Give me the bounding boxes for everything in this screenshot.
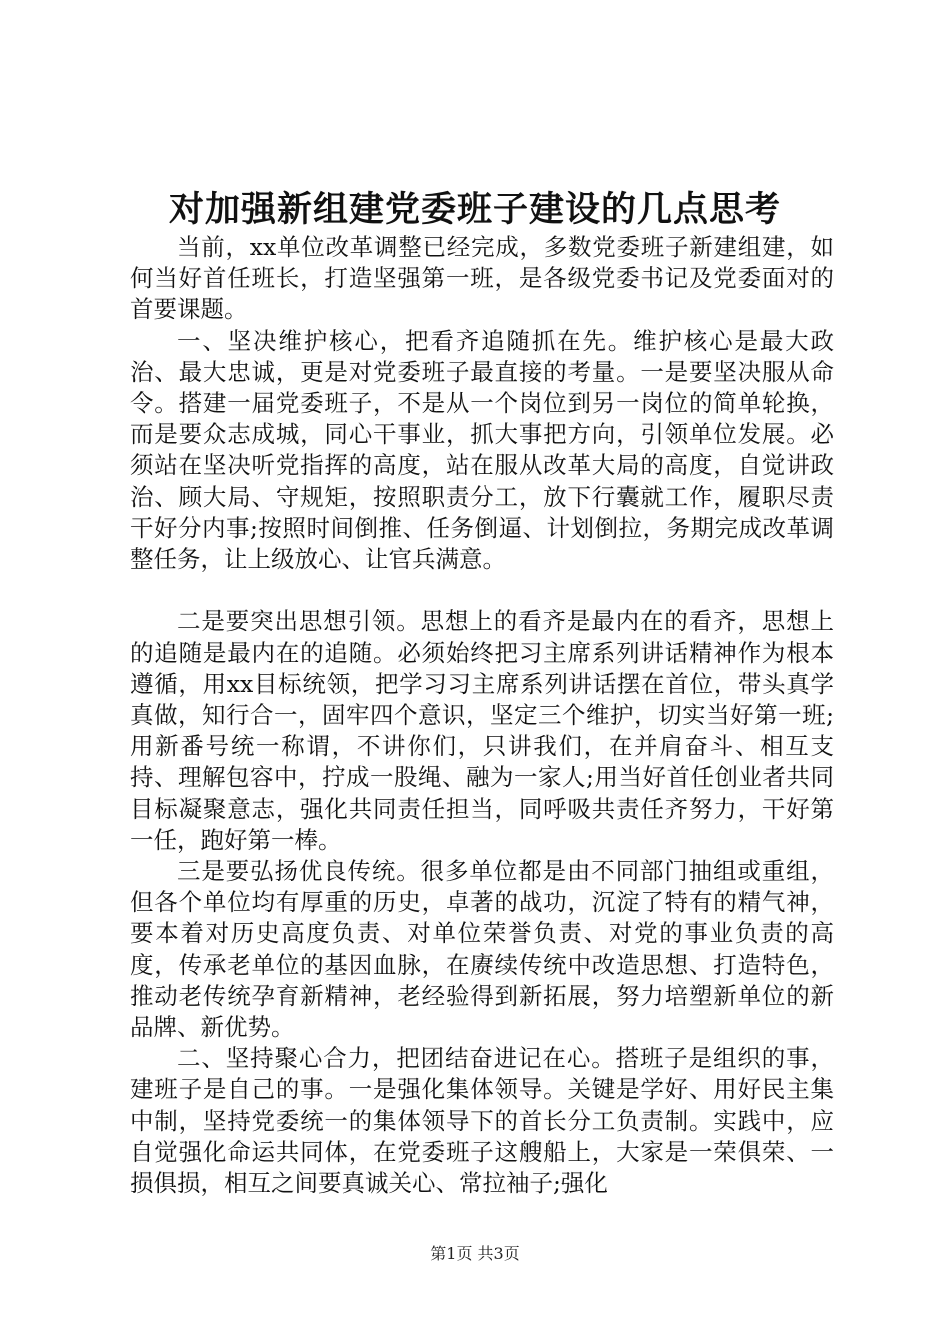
paragraph-thought-leadership: 二是要突出思想引领。思想上的看齐是最内在的看齐，思想上的追随是最内在的追随。必须始终把习主席系列讲话精神作为根本遵循，用xx目标统领，把学习习主席系列讲话摆在首位，带头真学真做，知行合一，固牢四个意识，坚定三个维护，切实当好第一班;用新番号统一称谓，不讲你们，只讲我们，在并肩奋斗、相互支持、理解包容中，拧成一股绳、融为一家人;用当好首任创业者共同目标凝聚意志，强化共同责任担当，同呼吸共责任齐努力，干好第一任，跑好第一棒。 [130,607,834,854]
paragraph-tradition: 三是要弘扬优良传统。很多单位都是由不同部门抽组或重组，但各个单位均有厚重的历史，卓著的战功，沉淀了特有的精气神，要本着对历史高度负责、对单位荣誉负责、对党的事业负责的高度，传承老单位的基因血脉，在赓续传统中改造思想、打造特色，推动老传统孕育新精神，老经验得到新拓展，努力培塑新单位的新品牌、新优势。 [130,857,834,1042]
paragraph-section-two: 二、坚持聚心合力，把团结奋进记在心。搭班子是组织的事，建班子是自己的事。一是强化集体领导。关键是学好、用好民主集中制，坚持党委统一的集体领导下的首长分工负责制。实践中，应自觉强化命运共同体，在党委班子这艘船上，大家是一荣俱荣、一损俱损，相互之间要真诚关心、常拉袖子;强化 [130,1044,834,1198]
document-title: 对加强新组建党委班子建设的几点思考 [168,189,781,230]
paragraph-gap [130,575,834,606]
page-number: 第1页 共3页 [430,1244,520,1263]
document-body [130,232,834,1199]
paragraph-intro: 当前，xx单位改革调整已经完成，多数党委班子新建组建，如何当好首任班长，打造坚强第一班，是各级党委书记及党委面对的首要课题。 [130,233,834,324]
paragraph-section-one: 一、坚决维护核心，把看齐追随抓在先。维护核心是最大政治、最大忠诚，更是对党委班子最直接的考量。一是要坚决服从命令。搭建一届党委班子，不是从一个岗位到另一岗位的简单轮换，而是要众志成城，同心干事业，抓大事把方向，引领单位发展。必须站在坚决听党指挥的高度，站在服从改革大局的高度，自觉讲政治、顾大局、守规矩，按照职责分工，放下行囊就工作，履职尽责干好分内事;按照时间倒推、任务倒逼、计划倒拉，务期完成改革调整任务，让上级放心、让官兵满意。 [130,326,834,574]
